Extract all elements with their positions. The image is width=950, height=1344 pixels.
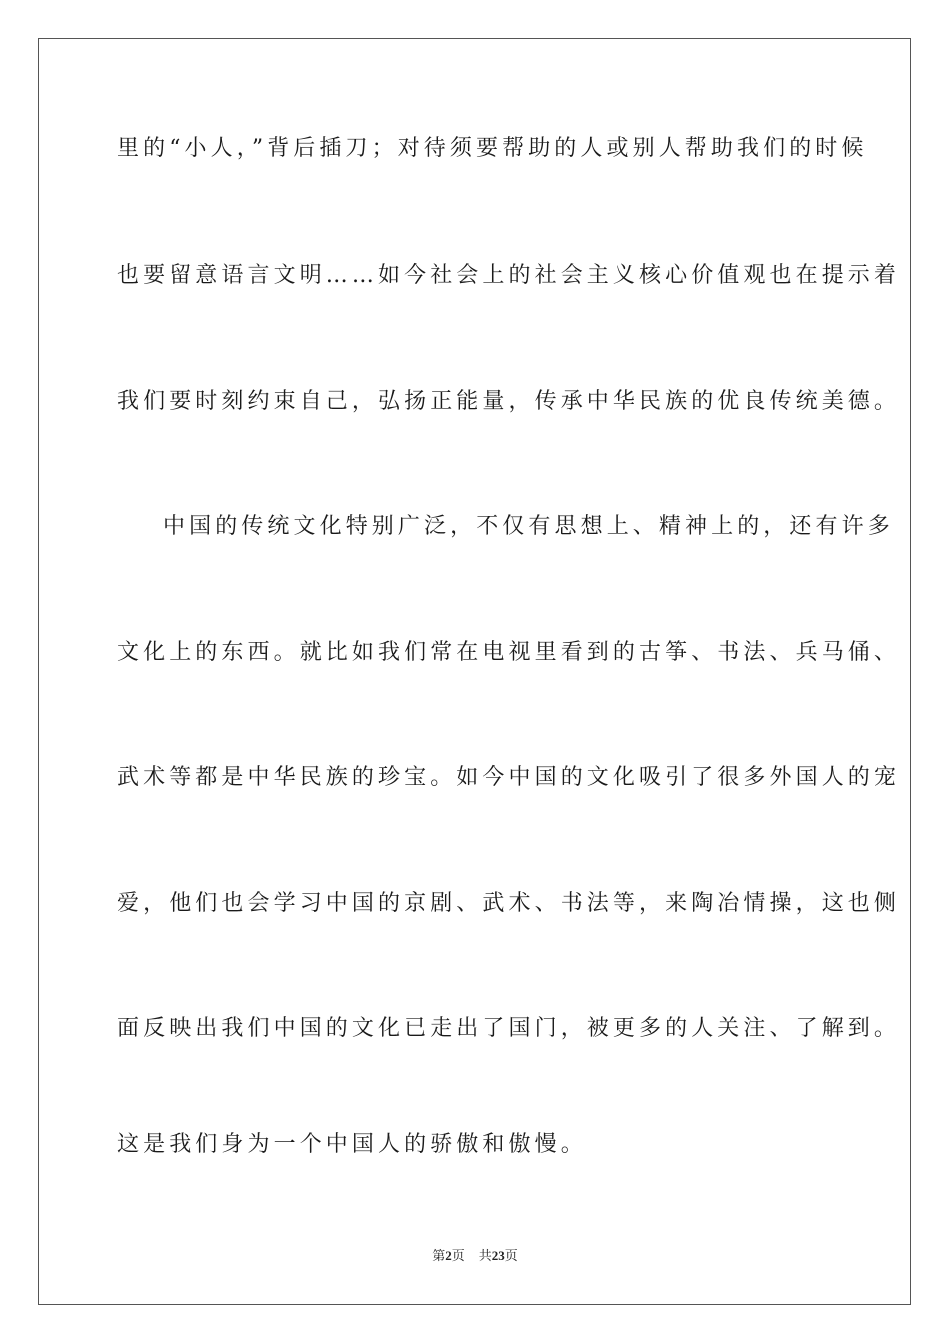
page-suffix: 页 bbox=[451, 1249, 465, 1264]
text-line-3: 我们要时刻约束自己，弘扬正能量，传承中华民族的优良传统美德。 bbox=[117, 389, 901, 414]
page-footer bbox=[0, 1247, 950, 1266]
total-prefix: 共 bbox=[478, 1249, 492, 1264]
total-suffix: 页 bbox=[504, 1249, 518, 1264]
text-line-2: 也要留意语言文明……如今社会上的社会主义核心价值观也在提示着 bbox=[117, 263, 901, 288]
text-line-6: 武术等都是中华民族的珍宝。如今中国的文化吸引了很多外国人的宠 bbox=[117, 765, 901, 790]
page-number: 2 bbox=[445, 1248, 452, 1263]
text-line-1: 里的“小人，”背后插刀；对待须要帮助的人或别人帮助我们的时候 bbox=[117, 136, 868, 161]
page-border bbox=[38, 38, 911, 1305]
text-line-5: 文化上的东西。就比如我们常在电视里看到的古筝、书法、兵马俑、 bbox=[117, 640, 901, 665]
text-line-7: 爱，他们也会学习中国的京剧、武术、书法等，来陶冶情操，这也侧 bbox=[117, 891, 901, 916]
page-prefix: 第 bbox=[432, 1249, 446, 1264]
text-line-4-paragraph-start: 中国的传统文化特别广泛，不仅有思想上、精神上的，还有许多 bbox=[163, 514, 894, 539]
text-line-8: 面反映出我们中国的文化已走出了国门，被更多的人关注、了解到。 bbox=[117, 1016, 901, 1041]
text-line-9: 这是我们身为一个中国人的骄傲和傲慢。 bbox=[117, 1132, 587, 1157]
total-pages: 23 bbox=[491, 1248, 505, 1263]
